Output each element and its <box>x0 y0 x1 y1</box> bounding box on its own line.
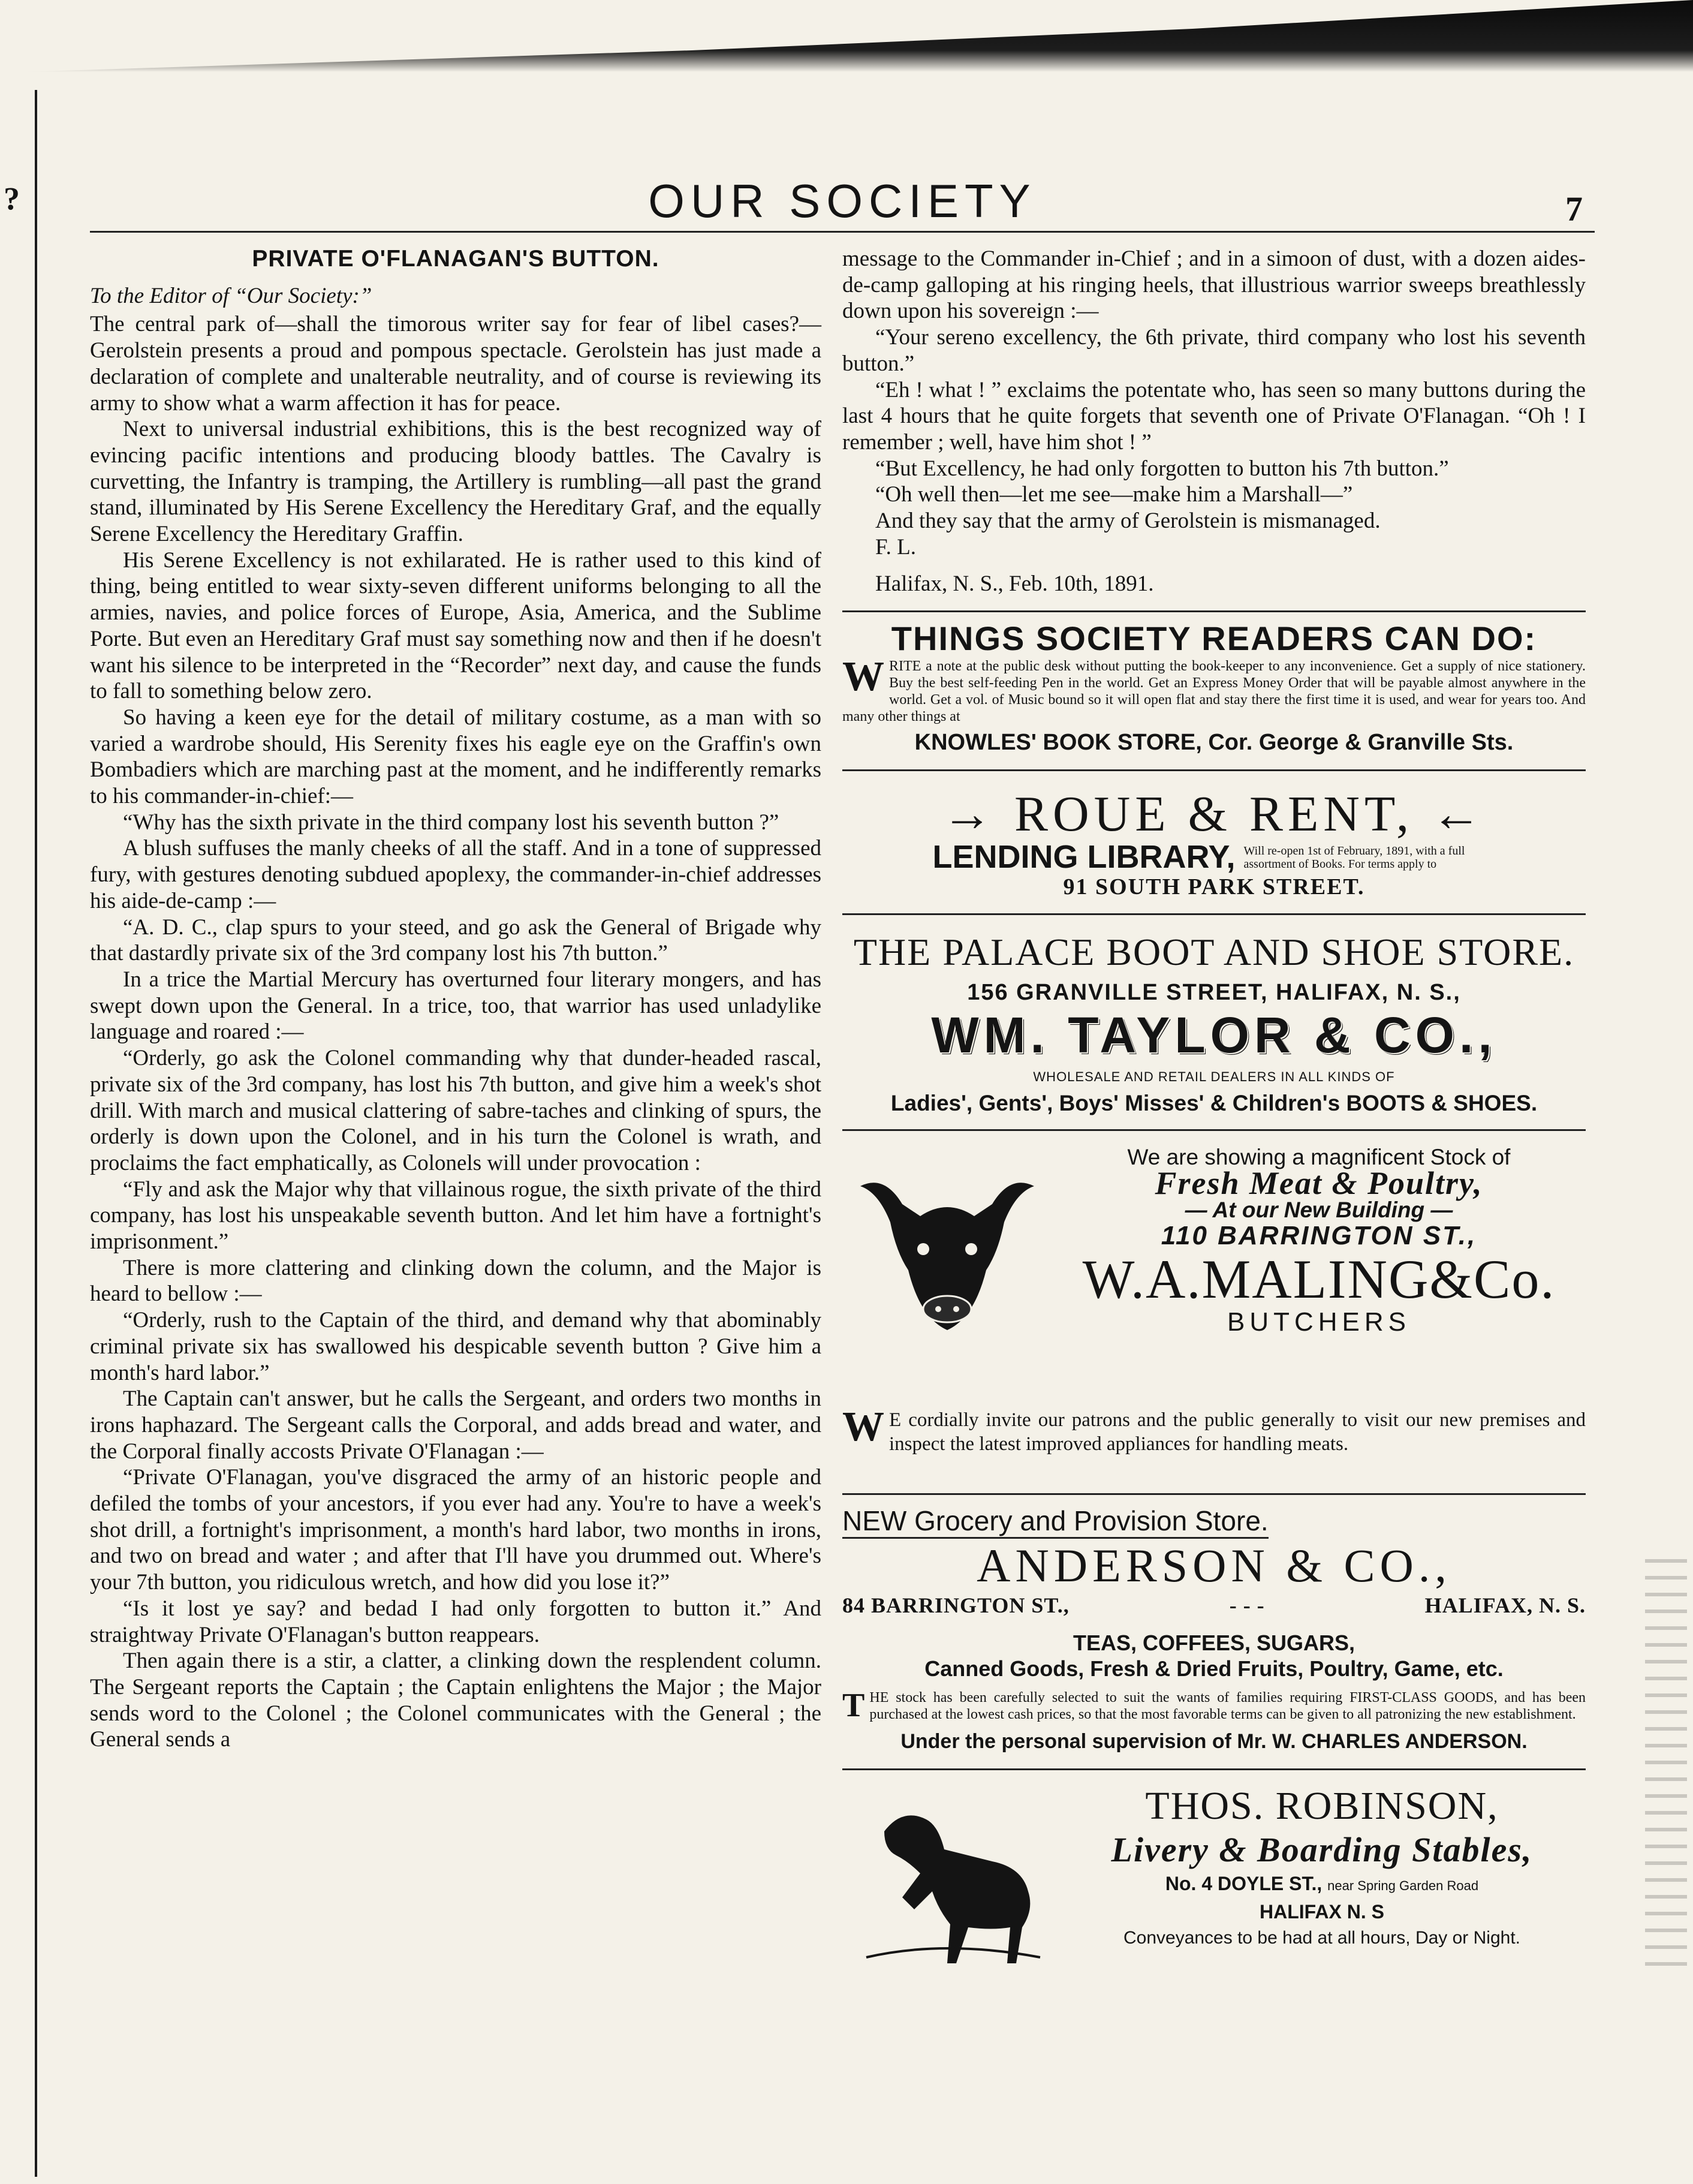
ad-body-text: RITE a note at the public desk without putting the book-keeper to any inconvenience. Get a supply of nice stationery. Buy the best self-feeding Pen in the world. Get an Express Money Order that will be payable almost anywhere in the world. Get a vol. of Music bound so it will open flat and stay there the first time it is used, and wear for years too. And many other things at <box>842 658 1586 724</box>
bull-head-icon <box>848 1150 1046 1348</box>
lending-row <box>842 838 1586 875</box>
lending-library: LENDING LIBRARY, <box>932 838 1236 875</box>
scan-edge-specks <box>1645 1559 1687 1979</box>
address: 110 BARRINGTON ST., <box>1161 1221 1477 1251</box>
article-paragraph: There is more clattering and clinking down the column, and the Major is heard to bellow :— <box>90 1255 821 1307</box>
ad-robinson <box>842 1783 1586 1975</box>
ad-palace <box>842 928 1586 1116</box>
stock-note <box>842 1689 1586 1723</box>
drop-cap: T <box>842 1687 865 1725</box>
reopen-note: Will re-open 1st of February, 1891, with a full assortment of Books. For terms apply to <box>1243 844 1465 871</box>
firm-name: ANDERSON & CO., <box>977 1539 1451 1592</box>
article-paragraph: His Serene Excellency is not exhilarated. He is rather used to this kind of thing, being entitled to wear sixty-seven different uniforms belonging to all the armies, navies, and police forces of Europe, Asia, America, and the Sublime Porte. But even an Hereditary Graf must say something now and then if he doesn't want his silence to be interpreted in the “Recorder” next day, and cause the funds to fall to something below zero. <box>90 547 821 704</box>
new-building-line: — At our New Building — <box>1185 1197 1453 1222</box>
signature: F. L. <box>875 534 916 559</box>
article-paragraph: “Eh ! what ! ” exclaims the potentate who, has seen so many buttons during the last 4 hours that he quite forgets that seventh one of Private O'Flanagan. “Oh ! I remember ; well, have him shot ! ” <box>842 377 1586 455</box>
dashes: - - - <box>1229 1593 1265 1618</box>
business: Livery & Boarding Stables, <box>1111 1830 1533 1869</box>
divider <box>842 1129 1586 1131</box>
proprietor: THOS. ROBINSON, <box>1145 1783 1499 1828</box>
article-paragraph: The Captain can't answer, but he calls the Sergeant, and orders two months in irons haphazard. The Sergeant calls the Corporal, and adds bread and water, and the Corporal finally accosts Private O'Flanagan :— <box>90 1386 821 1464</box>
article-paragraph: “Orderly, go ask the Colonel commanding why that dunder-headed rascal, private six of the 3rd company, has lost his 7th button, and give him a week's shot drill. With march and musical clattering of sabre-taches and clinking of spurs, the orderly is down upon the Colonel, and in his turn the Colonel is wrath, and proclaims the fact emphatically, as Colonels will under provocation : <box>90 1046 821 1175</box>
firm-name: → ROUE & RENT, ← <box>941 786 1487 842</box>
ad-body <box>842 653 1586 725</box>
article-column <box>90 246 821 2045</box>
dateline: Halifax, N. S., Feb. 10th, 1891. <box>875 571 1154 597</box>
article-paragraph: “Oh well then—let me see—make him a Marshall—” <box>875 482 1353 507</box>
article-paragraph: “Fly and ask the Major why that villainous rogue, the sixth private of the third company, has lost his unspeakable seventh button. And let him have a fortnight's imprisonment.” <box>90 1177 821 1255</box>
address: 156 GRANVILLE STREET, HALIFAX, N. S., <box>967 980 1461 1006</box>
article-paragraph: The central park of—shall the timorous writer say for fear of libel cases?—Gerolstein presents a proud and pompous spectacle. Gerolstein has just made a declaration of complete and unalterable neutrality, and of course is reviewing its army to show what a warm affection it has for peace. <box>90 312 821 416</box>
store-name: THE PALACE BOOT AND SHOE STORE. <box>853 931 1575 974</box>
article-paragraph: message to the Commander in-Chief ; and in a simoon of dust, with a dozen aides-de-camp galloping at his ringing heels, that illustrious warrior sweeps breathlessly down upon his sovereign :— <box>842 246 1586 324</box>
drop-cap: W <box>842 653 884 700</box>
article-paragraph: Then again there is a stir, a clatter, a clinking down the resplendent column. The Sergeant reports the Captain ; the Captain enlightens the Major ; the Major sends word to the Colonel ; the Colonel communicates with the General ; the General sends a <box>90 1648 821 1752</box>
maling-text <box>1052 1144 1586 1335</box>
welcome-body: E cordially invite our patrons and the public generally to visit our new premises and inspect the latest improved appliances for handling meats. <box>889 1409 1586 1455</box>
firm-name: WM. TAYLOR & CO., <box>931 1006 1497 1063</box>
city: HALIFAX N. S <box>1259 1900 1384 1923</box>
conveyances-line: Conveyances to be had at all hours, Day or Night. <box>1123 1928 1521 1948</box>
article-title: PRIVATE O'FLANAGAN'S BUTTON. <box>252 246 659 272</box>
firm-name: W.A.MALING&Co. <box>1082 1249 1556 1310</box>
article-paragraph: And they say that the army of Gerolstein is mismanaged. <box>875 509 1381 534</box>
article-paragraph: Next to universal industrial exhibitions, this is the best recognized way of evincing pacific intentions and producing bloody battles. The Cavalry is curvetting, the Infantry is tramping, the Artillery is rumbling—all past the grand stand, illuminated by His Serene Excellency the Hereditary Graf, and the equally Serene Excellency the Hereditary Graffin. <box>90 417 821 547</box>
showing-line: We are showing a magnificent Stock of <box>1127 1145 1511 1170</box>
margin-mark: ? <box>4 181 20 216</box>
fresh-meat-line: Fresh Meat & Poultry, <box>1155 1165 1483 1202</box>
near-note: near Spring Garden Road <box>1327 1878 1479 1893</box>
divider <box>842 1768 1586 1770</box>
running-header <box>90 171 1595 233</box>
robinson-text <box>1058 1783 1586 1951</box>
address-row <box>1058 1871 1586 1899</box>
goods-line: Canned Goods, Fresh & Dried Fruits, Poultry, Game, etc. <box>924 1656 1504 1681</box>
ad-heading: THINGS SOCIETY READERS CAN DO: <box>891 619 1537 658</box>
store-name: KNOWLES' BOOK STORE, Cor. George & Granville Sts. <box>914 729 1514 755</box>
ad-maling <box>842 1144 1586 1480</box>
divider <box>842 913 1586 915</box>
article-paragraph: “Your sereno excellency, the 6th private, third company who lost his seventh button.” <box>842 325 1586 376</box>
right-column <box>842 246 1586 2135</box>
stock-note-text: HE stock has been carefully selected to suit the wants of families requiring FIRST-CLASS GOODS, and has been purchased at the lowest cash prices, so that the most favorable terms can be given to all patronizing the new establishment. <box>869 1690 1586 1723</box>
divider <box>842 610 1586 612</box>
store-heading: NEW Grocery and Provision Store. <box>842 1508 1269 1539</box>
city: HALIFAX, N. S. <box>1424 1593 1586 1618</box>
article-paragraph: So having a keen eye for the detail of military costume, as a man with so varied a wardrobe should, His Serenity fixes his eagle eye on the Graffin's own Bombadiers which are marching past at the moment, and he indifferently remarks to his commander-in-chief:— <box>90 705 821 809</box>
ad-knowles <box>842 619 1586 756</box>
supervision-line: Under the personal supervision of Mr. W. CHARLES ANDERSON. <box>900 1730 1528 1753</box>
welcome-text <box>842 1404 1586 1456</box>
trade-name: BUTCHERS <box>1227 1307 1411 1337</box>
article-paragraph: “But Excellency, he had only forgotten to button his 7th button.” <box>875 456 1449 481</box>
address: 91 SOUTH PARK STREET. <box>1063 874 1365 900</box>
article-paragraph: “A. D. C., clap spurs to your steed, and go ask the General of Brigade why that dastardly private six of the 3rd company lost his 7th button.” <box>90 914 821 966</box>
article-paragraph: “Why has the sixth private in the third company lost his seventh button ?” <box>123 810 779 835</box>
article-paragraph: “Is it lost ye say? and bedad I had only forgotten to button it.” And straightway Private O'Flanagan's button reappears. <box>90 1596 821 1647</box>
article-paragraph: In a trice the Martial Mercury has overturned four literary mongers, and has swept down upon the General. In a trice, too, that warrior has used unladylike language and roared :— <box>90 967 821 1045</box>
wholesale-line: WHOLESALE AND RETAIL DEALERS IN ALL KINDS OF <box>1033 1069 1395 1084</box>
street: 84 BARRINGTON ST., <box>842 1593 1070 1618</box>
horse-icon <box>848 1789 1046 1969</box>
page-number: 7 <box>1565 189 1583 228</box>
ad-anderson <box>842 1505 1586 1755</box>
article-paragraph: A blush suffuses the manly cheeks of all the staff. And in a tone of suppressed fury, with gestures denoting subdued apoplexy, the commander-in-chief addresses his aide-de-camp :— <box>90 836 821 913</box>
divider <box>842 769 1586 771</box>
address-row <box>842 1593 1586 1619</box>
article-paragraph: “Private O'Flanagan, you've disgraced the army of an historic people and defiled the tombs of your ancestors, if you ever had any. You're to have a week's shot drill, a fortnight's imprisonment, a month's hard labor, two months in irons, and two on bread and water ; and after that I'll have you drummed out. Where's your 7th button, you ridiculous wretch, and how did you lose it?” <box>90 1465 821 1595</box>
article-paragraph: “Orderly, rush to the Captain of the third, and demand why that abominably criminal private six has swallowed his despicable seventh button ? Give him a month's hard labor.” <box>90 1308 821 1385</box>
running-head: OUR SOCIETY <box>648 175 1037 227</box>
ad-roue-rent <box>842 784 1586 901</box>
goods-line: TEAS, COFFEES, SUGARS, <box>1073 1630 1355 1655</box>
article-continuation <box>842 246 1586 597</box>
address: No. 4 DOYLE ST., <box>1165 1872 1323 1894</box>
goods-line: Ladies', Gents', Boys' Misses' & Children's BOOTS & SHOES. <box>890 1090 1538 1115</box>
scan-top-shadow <box>24 0 1693 72</box>
column-rule-left <box>35 90 37 2177</box>
drop-cap: W <box>842 1404 884 1451</box>
salutation: To the Editor of “Our Society:” <box>90 283 372 308</box>
divider <box>842 1493 1586 1495</box>
